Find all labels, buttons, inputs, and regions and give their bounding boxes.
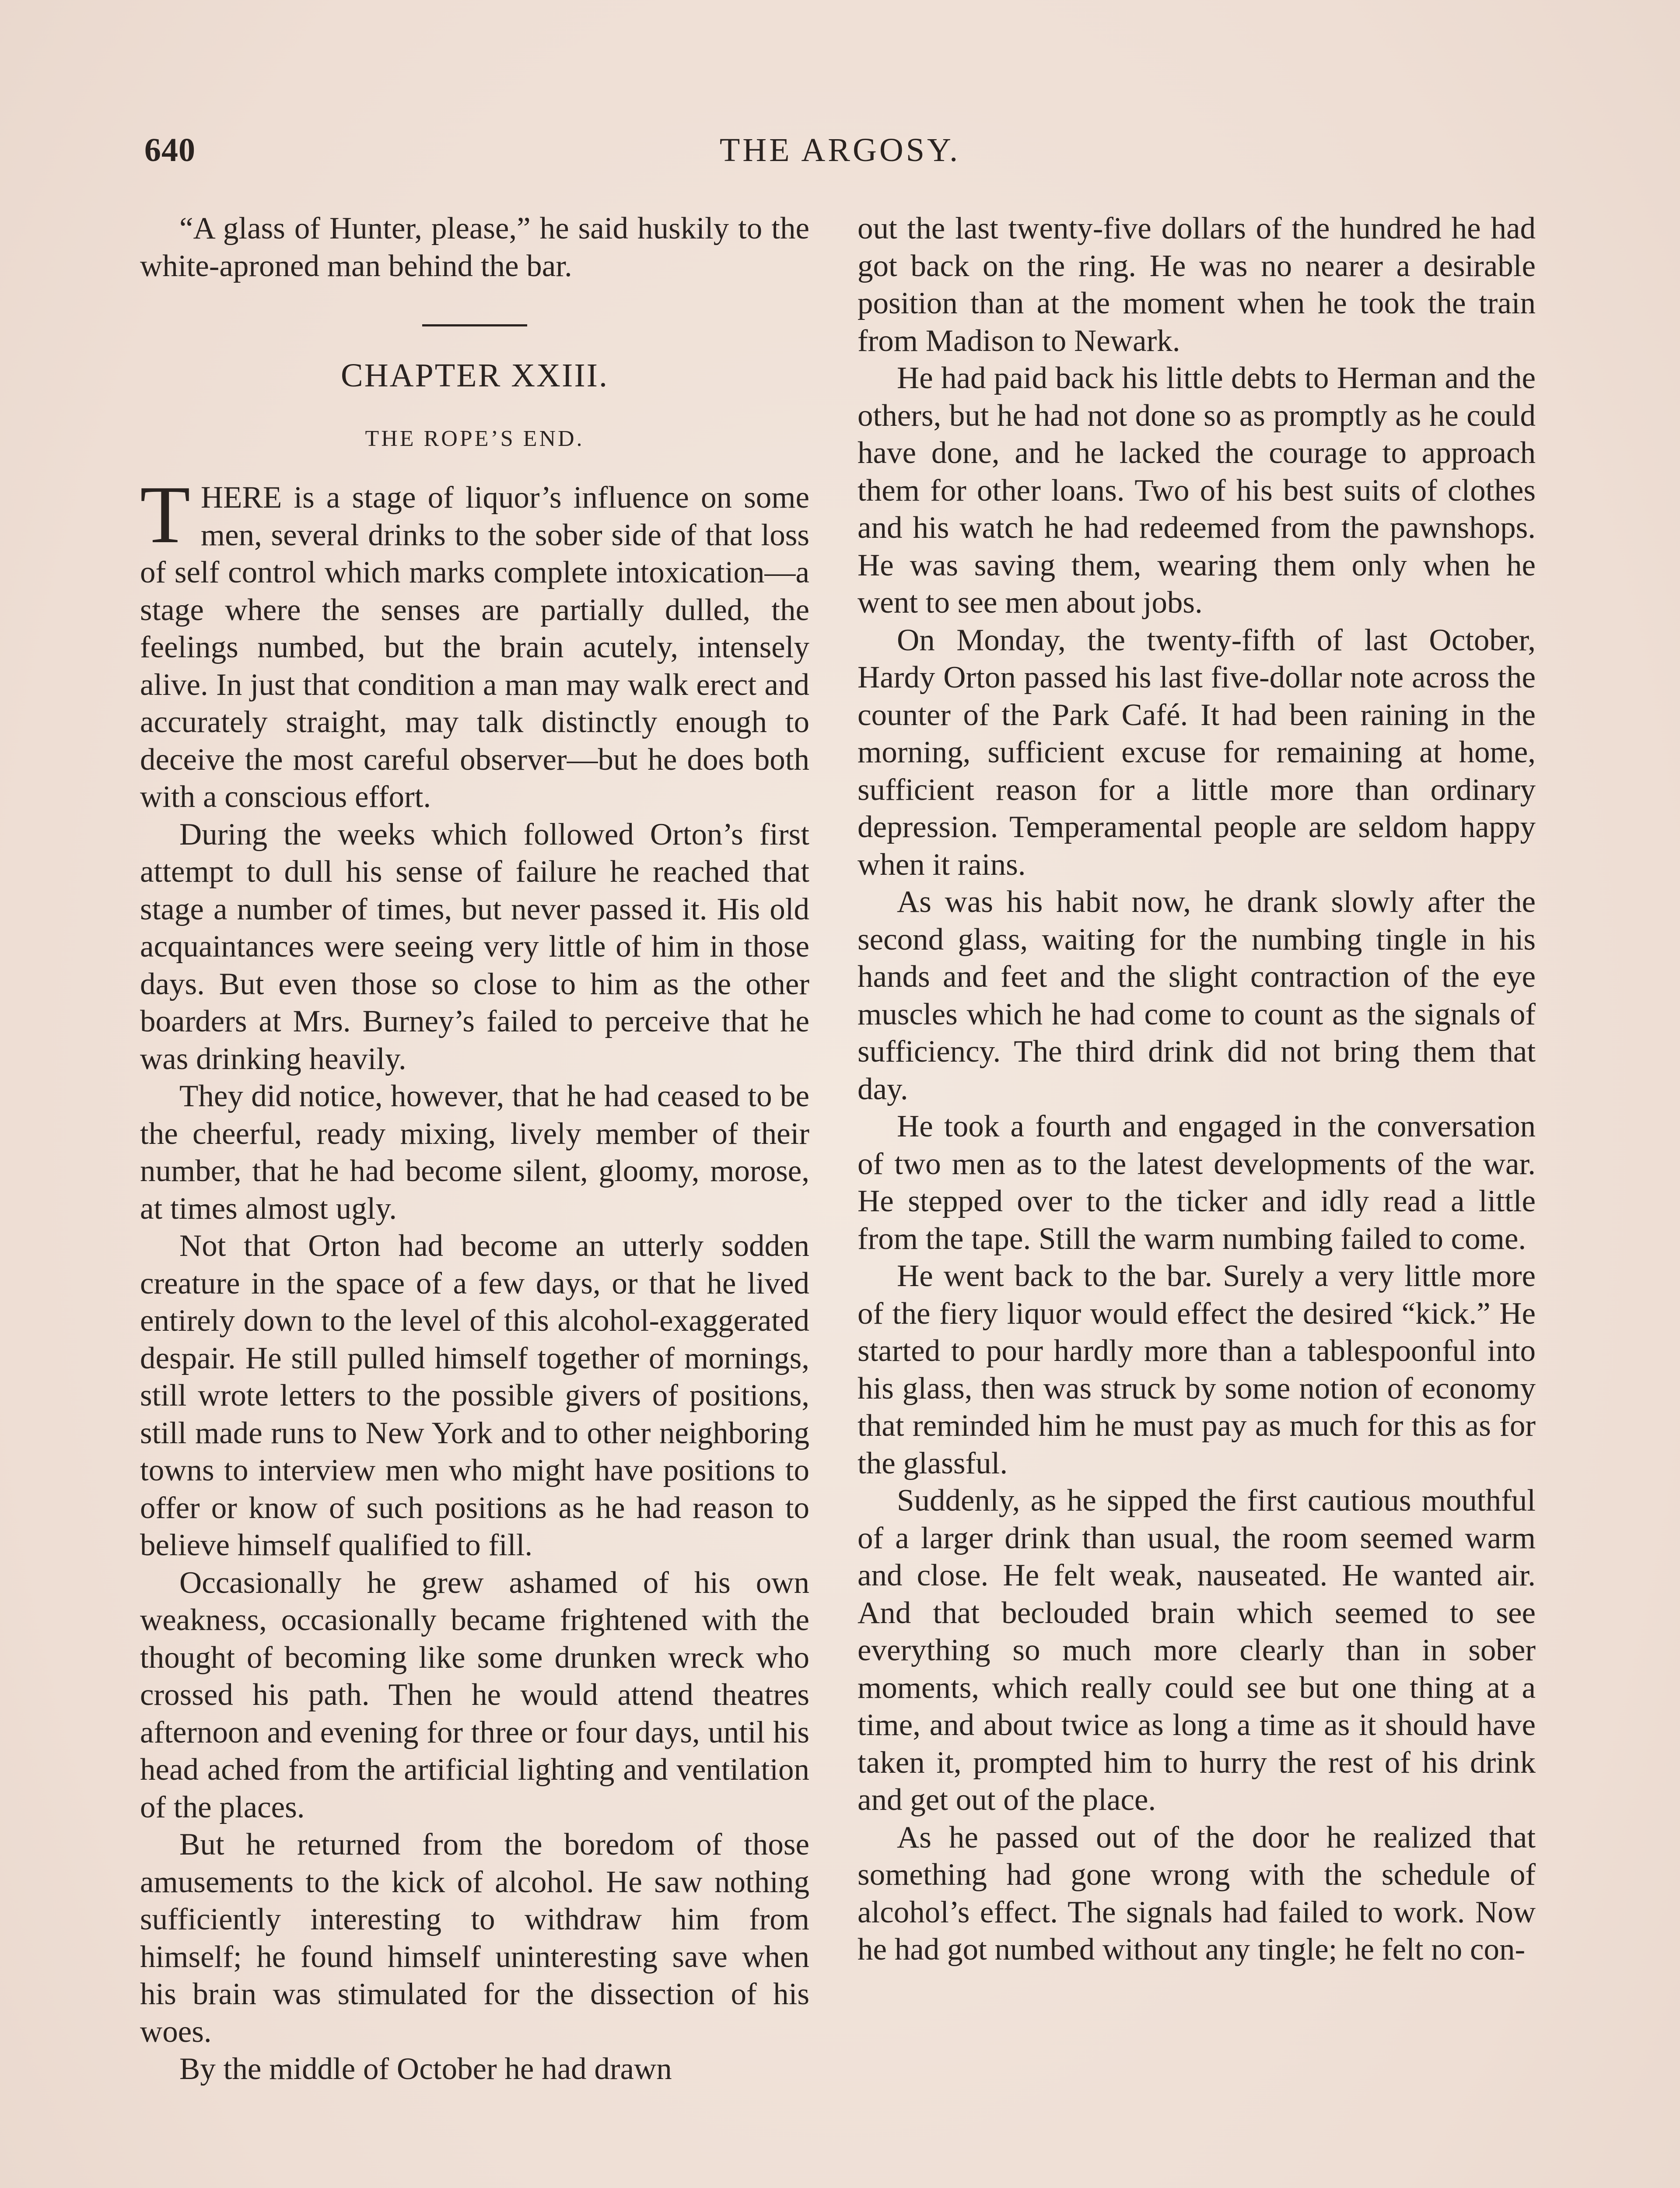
drop-cap: T [140,469,190,560]
paragraph: During the weeks which followed Orton’s first attempt to dull his sense of failure he reached that stage a number of times, but never passed it. His old acquaintances were seeing very little of him in those days. But even those so close to him as the other boarders at Mrs. Burney’s failed to perceive that he was drinking heavily. [140,817,809,1076]
page-header [144,131,1536,179]
paragraph: On Monday, the twenty-fifth of last October, Hardy Orton passed his last five-dollar note across the counter of the Park Café. It had been raining in the morning, sufficient excuse for remaining at home, sufficient reason for a little more than ordinary depression. Temperamental people are seldom happy when it rains. [858,623,1536,882]
section-divider [422,324,527,326]
paragraph: He took a fourth and engaged in the conversation of two men as to the latest developments of the war. He stepped over to the ticker and idly read a little from the tape. Still the warm numbing failed to come. [858,1109,1536,1256]
paragraph: Suddenly, as he sipped the first cautious mouthful of a larger drink than usual, the room seemed warm and close. He felt weak, nauseated. He wanted air. And that beclouded brain which seemed to see everything so much more clearly than in sober moments, which really could see but one thing at a time, and about twice as long a time as it should have taken it, prompted him to hurry the rest of his drink and get out of the place. [858,1483,1536,1817]
running-title: THE ARGOSY. [719,132,961,168]
chapter-subtitle: THE ROPE’S END. [365,426,584,451]
right-column [858,210,1536,1969]
paragraph: But he returned from the boredom of those amusements to the kick of alcohol. He saw nothing sufficiently interesting to withdraw him from himself; he found himself uninteresting save when his brain was stimulated for the dissection of his woes. [140,1827,809,2049]
paragraph: out the last twenty-five dollars of the hundred he had got back on the ring. He was no nearer a desirable position than at the moment when he took the train from Madison to Newark. [858,211,1536,358]
paragraph: Not that Orton had become an utterly sodden creature in the space of a few days, or that he lived entirely down to the level of this alcohol-exaggerated despair. He still pulled himself together of mornings, still wrote letters to the possible givers of positions, still made runs to New York and to other neighboring towns to interview men who might have positions to offer or know of such positions as he had reason to believe himself qualified to fill. [140,1229,809,1562]
paragraph: As he passed out of the door he realized that something had gone wrong with the schedule of alcohol’s effect. The signals had failed to work. Now he had got numbed without any tingle; he felt no con- [858,1820,1536,1967]
paragraph: Occasionally he grew ashamed of his own weakness, occasionally became frightened with the thought of becoming like some drunken wreck who crossed his path. Then he would attend theatres afternoon and evening for three or four days, until his head ached from the artificial lighting and ventilation of the places. [140,1565,809,1824]
chapter-title: CHAPTER XXIII. [341,357,609,394]
paragraph: “A glass of Hunter, please,” he said huskily to the white-aproned man behind the bar. [140,211,809,283]
page-number: 640 [144,132,196,168]
paragraph: He had paid back his little debts to Herman and the others, but he had not done so as promptly as he could have done, and he lacked the courage to approach them for other loans. Two of his best suits of clothes and his watch he had redeemed from the pawnshops. He was saving them, wearing them only when he went to see men about jobs. [858,361,1536,620]
left-column [140,210,809,2088]
opening-paragraph [140,469,809,816]
paragraph: By the middle of October he had drawn [179,2052,672,2086]
paragraph: They did notice, however, that he had ceased to be the cheerful, ready mixing, lively member of their number, that he had become silent, gloomy, morose, at times almost ugly. [140,1079,809,1226]
paragraph: As was his habit now, he drank slowly after the second glass, waiting for the numbing tingle in his hands and feet and the slight contraction of the eye muscles which he had come to count as the signals of sufficiency. The third drink did not bring them that day. [858,885,1536,1106]
opening-paragraph-text: HERE is a stage of liquor’s influence on some men, several drinks to the sober side of that loss of self control which marks complete intoxication—a stage where the senses are partially dulled, the feelings numbed, but the brain acutely, intensely alive. In just that condition a man may walk erect and accurately straight, may talk distinctly enough to deceive the most careful observer—but he does both with a conscious effort. [140,480,809,814]
paragraph: He went back to the bar. Surely a very little more of the fiery liquor would effect the desired “kick.” He started to pour hardly more than a tablespoonful into his glass, then was struck by some notion of economy that reminded him he must pay as much for this as for the glassful. [858,1259,1536,1480]
